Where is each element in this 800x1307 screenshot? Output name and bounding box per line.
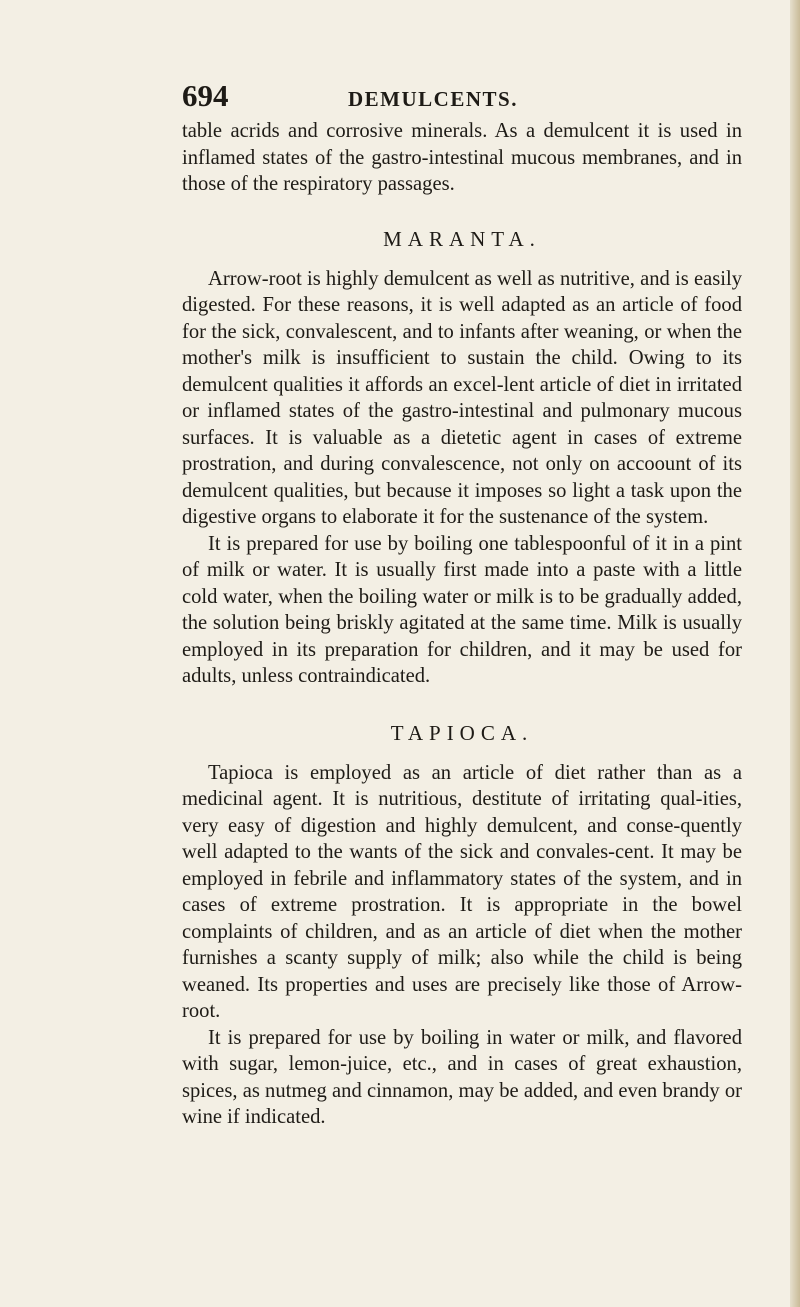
intro-paragraph: table acrids and corrosive minerals. As a demulcent it is used in inflamed states of the gastro-intestinal mucous membranes, and in those of the respiratory passages. bbox=[182, 120, 742, 195]
section-title-tapioca: TAPIOCA. bbox=[390, 720, 534, 745]
running-head: DEMULCENTS. bbox=[348, 87, 518, 111]
section-title-maranta: MARANTA. bbox=[383, 226, 541, 251]
text-column bbox=[182, 118, 742, 1131]
page-edge bbox=[790, 0, 800, 1307]
maranta-paragraph-2: It is prepared for use by boiling one tablespoonful of it in a pint of milk or water. It is usually first made into a paste with a little cold water, when the boiling water or milk is to be gradually added, the solution being briskly agitated at the same time. Milk is usually employed in its preparation for children, and it may be used for adults, unless contraindicated. bbox=[182, 532, 742, 687]
maranta-paragraph-1: Arrow-root is highly demulcent as well as nutritive, and is easily digested. For these reasons, it is well adapted as an article of food for the sick, convalescent, and to infants after weaning, or when the mother's milk is insufficient to sustain the child. Owing to its demulcent qualities it affords an excel-lent article of diet in irritated or inflamed states of the gastro-intestinal and pulmonary mucous surfaces. It is valuable as a dietetic agent in cases of extreme prostration, and during convalescence, not only on accoount of its demulcent qualities, but because it imposes so light a task upon the digestive organs to elaborate it for the sustenance of the system. bbox=[182, 267, 742, 528]
tapioca-paragraph-2: It is prepared for use by boiling in water or milk, and flavored with sugar, lemon-juice, etc., and in cases of great exhaustion, spices, as nutmeg and cinnamon, may be added, and even brandy or wine if indicated. bbox=[182, 1026, 742, 1128]
page-number: 694 bbox=[182, 78, 229, 113]
tapioca-paragraph-1: Tapioca is employed as an article of diet rather than as a medicinal agent. It is nutritious, destitute of irritating qual-ities, very easy of digestion and highly demulcent, and conse-quently well adapted to the wants of the sick and convales-cent. It may be employed in febrile and inflammatory states of the system, and in cases of extreme prostration. It is appropriate in the bowel complaints of children, and as an article of diet when the mother furnishes a scanty supply of milk; also while the child is being weaned. Its properties and uses are precisely like those of Arrow-root. bbox=[182, 761, 742, 1022]
page-header bbox=[182, 78, 742, 118]
